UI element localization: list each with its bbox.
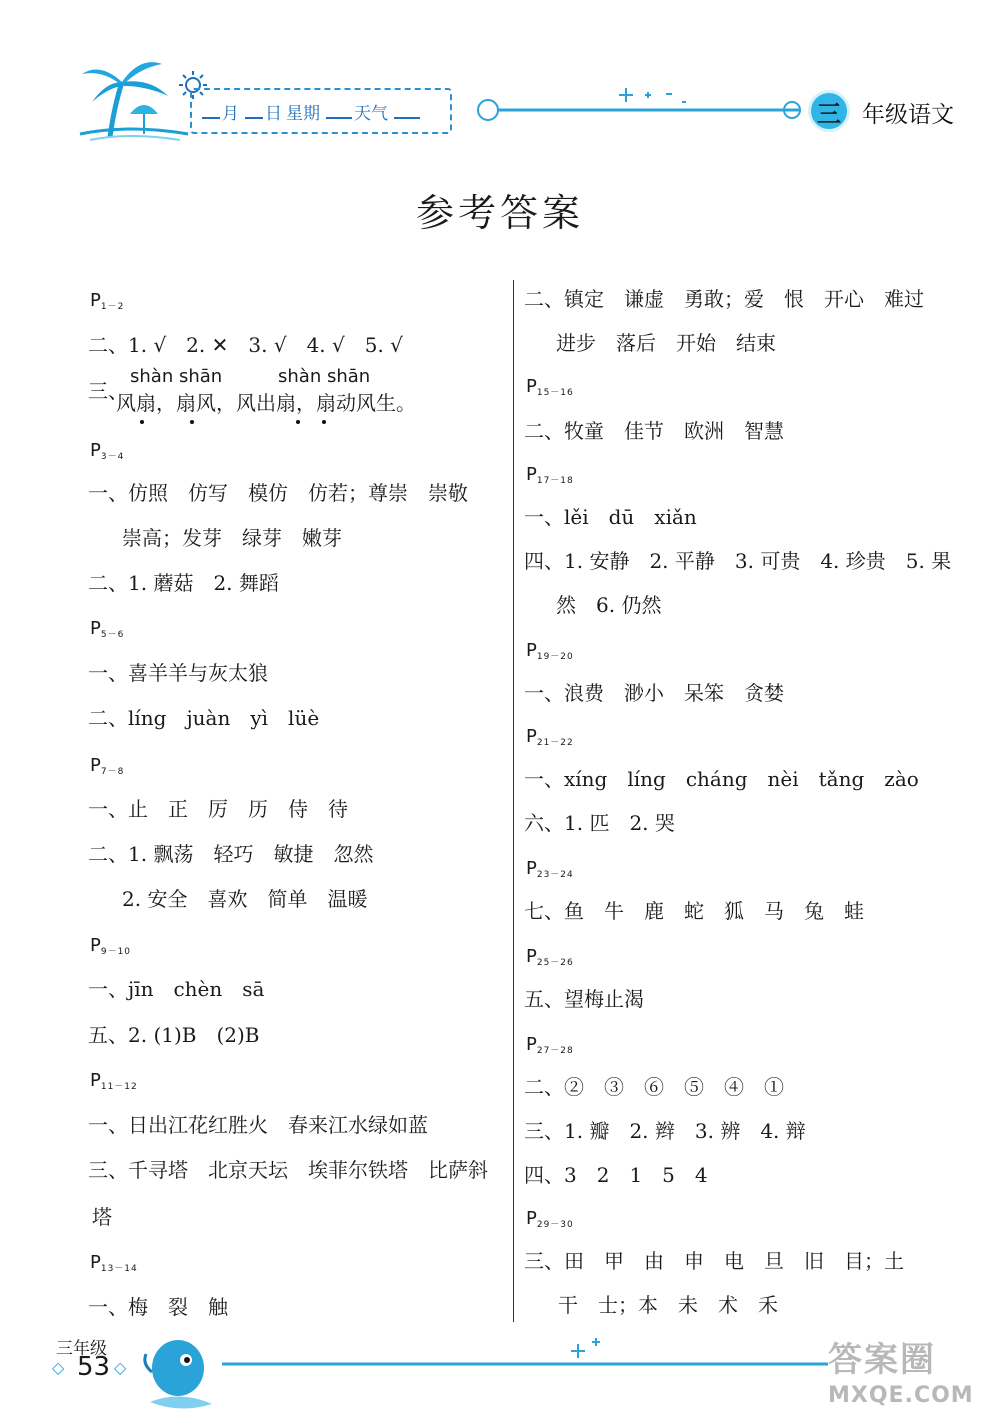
answer-line: 2. 安全 喜欢 简单 温暖	[122, 887, 368, 911]
emphasis-dot	[296, 420, 300, 424]
page-ref-27-28	[526, 1034, 574, 1056]
page-ref-range: 17－18	[536, 476, 574, 486]
page-ref-23-24	[526, 858, 574, 880]
page-title: 参考答案	[415, 191, 584, 235]
page-ref-letter: P	[526, 1208, 537, 1229]
page-ref-letter: P	[90, 935, 101, 956]
grade-subject-label: 年级语文	[862, 102, 954, 128]
page-ref-19-20	[526, 640, 574, 662]
answer-line: 一、喜羊羊与灰太狼	[88, 661, 268, 685]
page-ref-range: 19－20	[536, 652, 574, 662]
emphasis-dot	[140, 420, 144, 424]
decorative-line-icon	[470, 80, 810, 124]
answer-line: 一、浪费 渺小 呆笨 贪婪	[524, 681, 784, 705]
page-ref-range: 25－26	[536, 958, 574, 968]
answer-line: 进步 落后 开始 结束	[556, 331, 776, 355]
page-ref-11-12	[90, 1070, 138, 1092]
grade-badge: 三	[808, 90, 850, 132]
answer-line: 然 6. 仍然	[556, 593, 662, 617]
page-ref-7-8	[90, 755, 124, 777]
decorative-line-icon	[222, 1332, 828, 1372]
page-ref-letter: P	[526, 726, 537, 747]
page-ref-range: 29－30	[536, 1220, 574, 1230]
day-blank	[245, 103, 263, 119]
weekday-label: 星期	[286, 103, 320, 124]
page-ref-range: 13－14	[100, 1264, 138, 1274]
answer-line: 塔	[92, 1205, 112, 1229]
page-ref-letter: P	[526, 376, 537, 397]
page-ref-range: 15－16	[536, 388, 574, 398]
page-ref-range: 11－12	[100, 1082, 138, 1092]
page-ref-range: 9－10	[100, 947, 132, 957]
page-ref-letter: P	[526, 946, 537, 967]
page-ref-range: 23－24	[536, 870, 574, 880]
page-ref-25-26	[526, 946, 574, 968]
page-ref-range: 27－28	[536, 1046, 574, 1056]
month-blank	[202, 103, 220, 119]
page-number: 53	[77, 1352, 111, 1382]
page-ref-range: 7－8	[100, 767, 125, 777]
watermark-logo	[828, 1332, 988, 1422]
page-ref-29-30	[526, 1208, 574, 1230]
weather-blank	[394, 103, 420, 119]
page-ref-5-6	[90, 618, 124, 640]
answer-line: 六、1. 匹 2. 哭	[524, 811, 675, 835]
answer-line: 二、牧童 佳节 欧洲 智慧	[524, 419, 784, 443]
pinyin-annotation: shàn shān	[278, 366, 371, 387]
answer-line: 三、千寻塔 北京天坛 埃菲尔铁塔 比萨斜	[88, 1158, 488, 1182]
answer-line: 七、鱼 牛 鹿 蛇 狐 马 兔 蛙	[524, 899, 864, 923]
watermark-bottom: MXQE.COM	[828, 1383, 974, 1408]
answer-line: 干 士；本 未 术 禾	[558, 1293, 778, 1317]
cartoon-character-icon	[140, 1328, 220, 1418]
page-ref-15-16	[526, 376, 574, 398]
page-ref-letter: P	[90, 440, 101, 461]
answer-line: 二、镇定 谦虚 勇敢；爱 恨 开心 难过	[524, 287, 924, 311]
page-ref-21-22	[526, 726, 574, 748]
answer-line: 四、1. 安静 2. 平静 3. 可贵 4. 珍贵 5. 果	[524, 549, 952, 573]
page-ref-letter: P	[526, 1034, 537, 1055]
page-ref-letter: P	[90, 1252, 101, 1273]
page-ref-letter: P	[90, 290, 101, 311]
page-ref-letter: P	[90, 1070, 101, 1091]
page-ref-range: 3－4	[100, 452, 125, 462]
page-ref-letter: P	[90, 755, 101, 776]
page-ref-range: 1－2	[100, 302, 125, 312]
pinyin-annotation: shàn shān	[130, 366, 223, 387]
answer-line: 五、望梅止渴	[524, 987, 644, 1011]
watermark-top: 答案圈	[828, 1340, 936, 1380]
answer-line: 三、1. 瓣 2. 辫 3. 辨 4. 辩	[524, 1119, 806, 1143]
month-label: 月	[222, 103, 239, 124]
answer-line: 崇高；发芽 绿芽 嫩芽	[122, 526, 342, 550]
page-ref-letter: P	[526, 640, 537, 661]
footer-grade-label: 三年级	[56, 1339, 107, 1359]
page-ref-letter: P	[90, 618, 101, 639]
answer-line: 风扇，扇风，风出扇，扇动风生。	[116, 391, 416, 415]
page-ref-range: 5－6	[100, 630, 125, 640]
answer-line: 一、xíng líng cháng nèi tǎng zào	[524, 767, 919, 791]
page-ref-3-4	[90, 440, 124, 462]
answer-line: 一、梅 裂 触	[88, 1295, 228, 1319]
answer-line: 二、líng juàn yì lüè	[88, 706, 320, 730]
date-weather-box	[190, 88, 452, 134]
column-divider	[513, 280, 514, 1322]
diamond-icon: ◇	[52, 1358, 65, 1377]
weekday-blank	[326, 103, 352, 119]
page-ref-letter: P	[526, 464, 537, 485]
day-label: 日	[265, 103, 282, 124]
page-ref-1-2	[90, 290, 124, 312]
page-ref-9-10	[90, 935, 131, 957]
page-ref-13-14	[90, 1252, 138, 1274]
emphasis-dot	[190, 420, 194, 424]
page-ref-17-18	[526, 464, 574, 486]
answer-line: 二、1. 蘑菇 2. 舞蹈	[88, 571, 279, 595]
answer-line: 一、日出江花红胜火 春来江水绿如蓝	[88, 1113, 428, 1137]
answer-line: 一、jīn chèn sā	[88, 977, 265, 1001]
answer-line: 二、1. √ 2. ✕ 3. √ 4. √ 5. √	[88, 333, 403, 357]
answer-line: 一、止 正 厉 历 侍 待	[88, 797, 348, 821]
weather-label: 天气	[354, 103, 388, 124]
palm-beach-icon	[70, 52, 190, 142]
answer-line: 一、lěi dū xiǎn	[524, 505, 697, 529]
page-ref-range: 21－22	[536, 738, 574, 748]
answer-line: 二、② ③ ⑥ ⑤ ④ ①	[524, 1075, 784, 1099]
diamond-icon: ◇	[114, 1358, 127, 1377]
answer-line: 四、3 2 1 5 4	[524, 1163, 708, 1187]
emphasis-dot	[322, 420, 326, 424]
answer-line: 三、田 甲 由 申 电 旦 旧 目；土	[524, 1249, 904, 1273]
page-ref-letter: P	[526, 858, 537, 879]
answer-line: 二、1. 飘荡 轻巧 敏捷 忽然	[88, 842, 374, 866]
answer-line: 一、仿照 仿写 模仿 仿若；尊崇 崇敬	[88, 481, 468, 505]
page-header	[0, 0, 1000, 150]
answer-line-prefix: 三、	[88, 379, 128, 403]
answer-line: 五、2. (1)B (2)B	[88, 1023, 260, 1047]
